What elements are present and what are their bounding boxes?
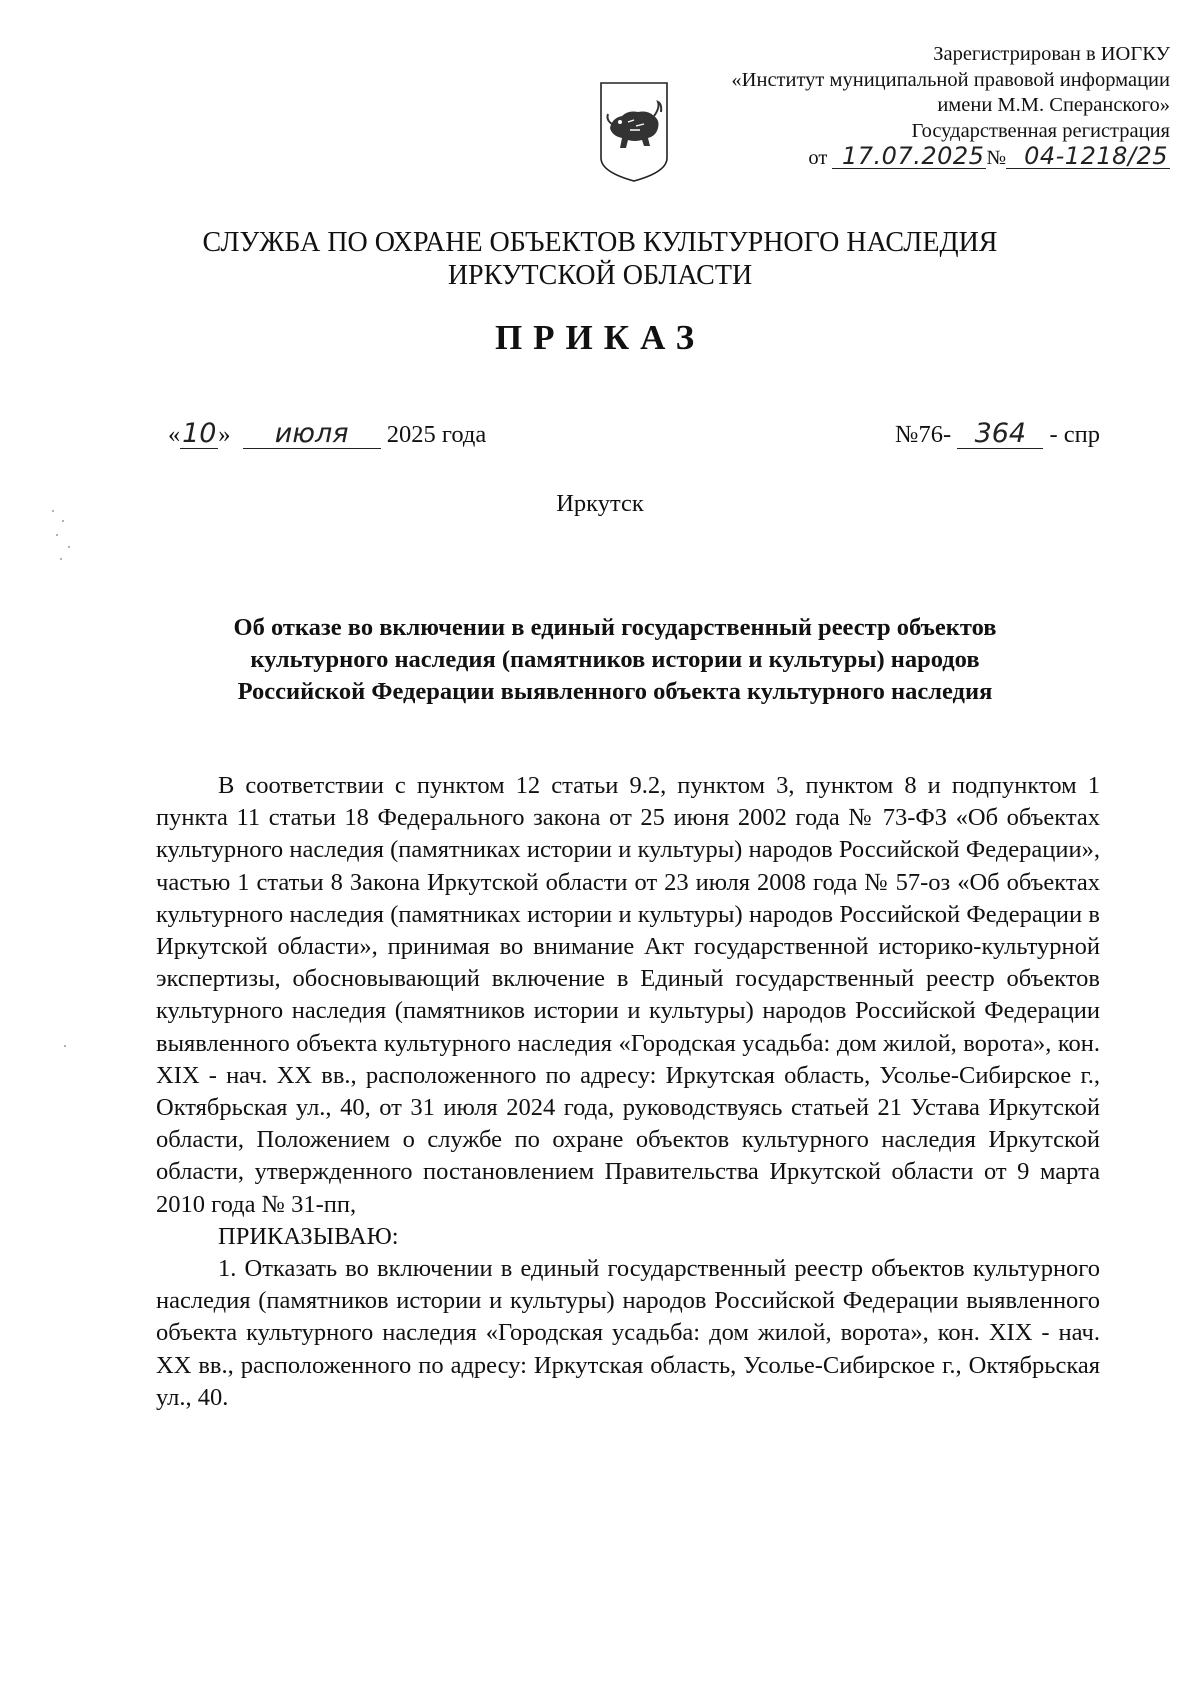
- stamp-line-4: Государственная регистрация: [911, 119, 1170, 142]
- subject-line-3: Российской Федерации выявленного объекта культурного наследия: [237, 678, 993, 705]
- stamp-line-1: Зарегистрирован в ИОГКУ: [933, 43, 1170, 65]
- stamp-handwritten-date: 17.07.2025: [832, 144, 986, 169]
- stamp-handwritten-number: 04-1218/25: [1006, 144, 1170, 169]
- date-open-quote: «: [168, 421, 181, 448]
- order-date: [168, 420, 486, 449]
- date-close-quote: »: [218, 421, 231, 448]
- date-year-text: 2025 года: [386, 421, 487, 448]
- scan-speck: [64, 1045, 66, 1047]
- stamp-line-3: имени М.М. Сперанского»: [937, 94, 1170, 116]
- subject-line-2: культурного наследия (памятников истории и культуры) народов: [250, 646, 980, 673]
- scan-speck: [60, 558, 62, 560]
- scan-speck: [62, 520, 64, 522]
- city-name: Иркутск: [556, 490, 644, 517]
- agency-name-line-1: СЛУЖБА ПО ОХРАНЕ ОБЪЕКТОВ КУЛЬТУРНОГО НАСЛЕДИЯ: [202, 227, 998, 258]
- order-item-1: 1. Отказать во включении в единый государственный реестр объектов культурного наследия (памятников истории и культуры) народов Российской Федерации выявленного объекта культурного наследия «Городская усадьба: дом жилой, ворота», кон. XIX - нач. XX вв., расположенного по адресу: Иркутская область, Усолье-Сибирское г., Октябрьская ул., 40.: [156, 1255, 1100, 1411]
- document-title: ПРИКАЗ: [494, 318, 706, 357]
- registration-stamp: [650, 42, 1170, 172]
- stamp-line-2: «Институт муниципальной правовой информации: [731, 68, 1170, 91]
- handwritten-month: июля: [243, 420, 381, 449]
- scan-speck: [68, 546, 70, 548]
- order-number: [895, 420, 1100, 449]
- preamble-paragraph: В соответствии с пунктом 12 статьи 9.2, пунктом 3, пунктом 8 и подпунктом 1 пункта 11 статьи 18 Федерального закона от 25 июня 2002 года № 73-ФЗ «Об объектах культурного наследия (памятниках истории и культуры) народов Российской Федерации», частью 1 статьи 8 Закона Иркутской области от 23 июля 2008 года № 57-оз «Об объектах культурного наследия (памятниках истории и культуры) народов Российской Федерации в Иркутской области», принимая во внимание Акт государственной историко-культурной экспертизы, обосновывающий включение в Единый государственный реестр объектов культурного наследия (памятников истории и культуры) народов Российской Федерации выявленного объекта культурного наследия «Городская усадьба: дом жилой, ворота», кон. XIX - нач. XX вв., расположенного по адресу: Иркутская область, Усолье-Сибирское г., Октябрьская ул., 40, от 31 июля 2024 года, руководствуясь статьей 21 Устава Иркутской области, Положением о службе по охране объектов культурного наследия Иркутской области, утвержденного постановлением Правительства Иркутской области от 9 марта 2010 года № 31-пп,: [156, 772, 1100, 1218]
- stamp-registration-line: [650, 144, 1170, 172]
- agency-name: [0, 226, 1200, 292]
- scan-speck: [56, 534, 58, 536]
- order-subject: [150, 612, 1080, 708]
- order-word: ПРИКАЗЫВАЮ:: [218, 1222, 399, 1250]
- number-prefix: №76-: [895, 421, 952, 448]
- stamp-number-label: №: [986, 147, 1006, 169]
- subject-line-1: Об отказе во включении в единый государственный реестр объектов: [233, 614, 997, 641]
- stamp-from-label: от: [808, 147, 828, 169]
- order-body: [156, 770, 1100, 1414]
- number-suffix: - спр: [1049, 421, 1100, 448]
- coat-of-arms-icon: [598, 80, 670, 184]
- scan-speck: [52, 510, 54, 512]
- agency-name-line-2: ИРКУТСКОЙ ОБЛАСТИ: [447, 260, 753, 291]
- handwritten-day: 10: [182, 418, 217, 449]
- handwritten-number: 364: [957, 420, 1043, 449]
